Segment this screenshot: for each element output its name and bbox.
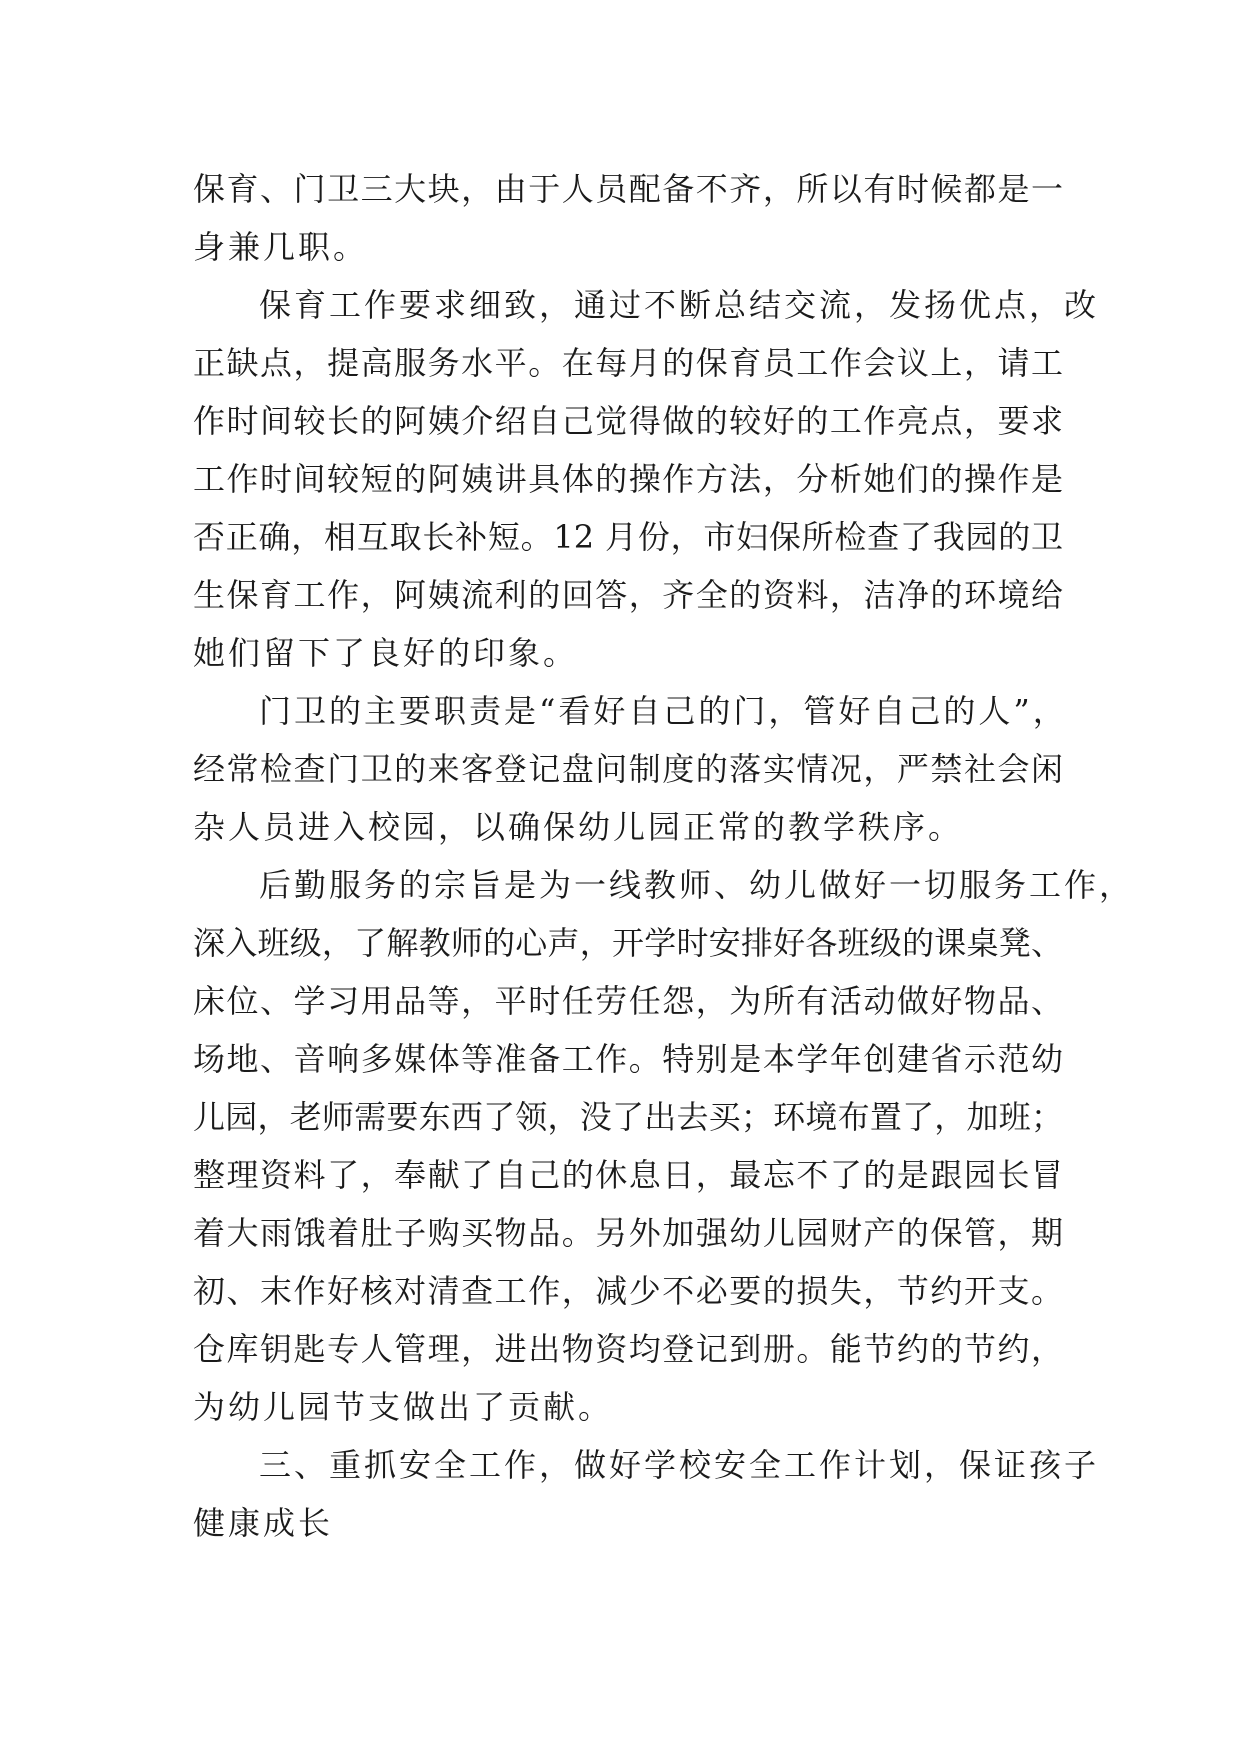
paragraph [193, 160, 1063, 276]
paragraph [193, 1436, 1100, 1552]
text-line: 正缺点，提高服务水平。在每月的保育员工作会议上，请工 [193, 344, 1063, 382]
text-line: 为幼儿园节支做出了贡献。 [193, 1388, 614, 1426]
text-line: 门卫的主要职责是“看好自己的门，管好自己的人”， [259, 692, 1068, 730]
text-line: 着大雨饿着肚子购买物品。另外加强幼儿园财产的保管，期 [193, 1214, 1063, 1252]
text-line: 儿园，老师需要东西了领，没了出去买；环境布置了，加班； [193, 1098, 1063, 1136]
text-line: 健康成长 [193, 1504, 334, 1542]
text-line: 整理资料了，奉献了自己的休息日，最忘不了的是跟园长冒 [193, 1156, 1063, 1194]
paragraph [193, 682, 1068, 856]
text-line: 生保育工作，阿姨流利的回答，齐全的资料，洁净的环境给 [193, 576, 1063, 614]
paragraph [193, 856, 1135, 1436]
text-line: 否正确，相互取长补短。12 月份，市妇保所检查了我园的卫 [193, 518, 1063, 556]
text-line: 场地、音响多媒体等准备工作。特别是本学年创建省示范幼 [193, 1040, 1063, 1078]
text-line: 初、末作好核对清查工作，减少不必要的损失，节约开支。 [193, 1272, 1063, 1310]
text-line: 身兼几职。 [193, 228, 369, 266]
text-line: 杂人员进入校园，以确保幼儿园正常的教学秩序。 [193, 808, 964, 846]
text-line: 床位、学习用品等，平时任劳任怨，为所有活动做好物品、 [193, 982, 1063, 1020]
text-line: 保育、门卫三大块，由于人员配备不齐，所以有时候都是一 [193, 170, 1063, 208]
text-line: 经常检查门卫的来客登记盘问制度的落实情况，严禁社会闲 [193, 750, 1063, 788]
text-line: 作时间较长的阿姨介绍自己觉得做的较好的工作亮点，要求 [193, 402, 1063, 440]
text-line: 三、重抓安全工作，做好学校安全工作计划，保证孩子 [259, 1446, 1100, 1484]
text-line: 保育工作要求细致，通过不断总结交流，发扬优点，改 [259, 286, 1100, 324]
body-text [193, 160, 1135, 1552]
text-line: 后勤服务的宗旨是为一线教师、幼儿做好一切服务工作， [259, 866, 1135, 904]
text-line: 仓库钥匙专人管理，进出物资均登记到册。能节约的节约， [193, 1330, 1063, 1368]
text-line: 她们留下了良好的印象。 [193, 634, 579, 672]
text-line: 深入班级，了解教师的心声，开学时安排好各班级的课桌凳、 [193, 924, 1063, 962]
text-line: 工作时间较短的阿姨讲具体的操作方法，分析她们的操作是 [193, 460, 1063, 498]
paragraph [193, 276, 1100, 682]
